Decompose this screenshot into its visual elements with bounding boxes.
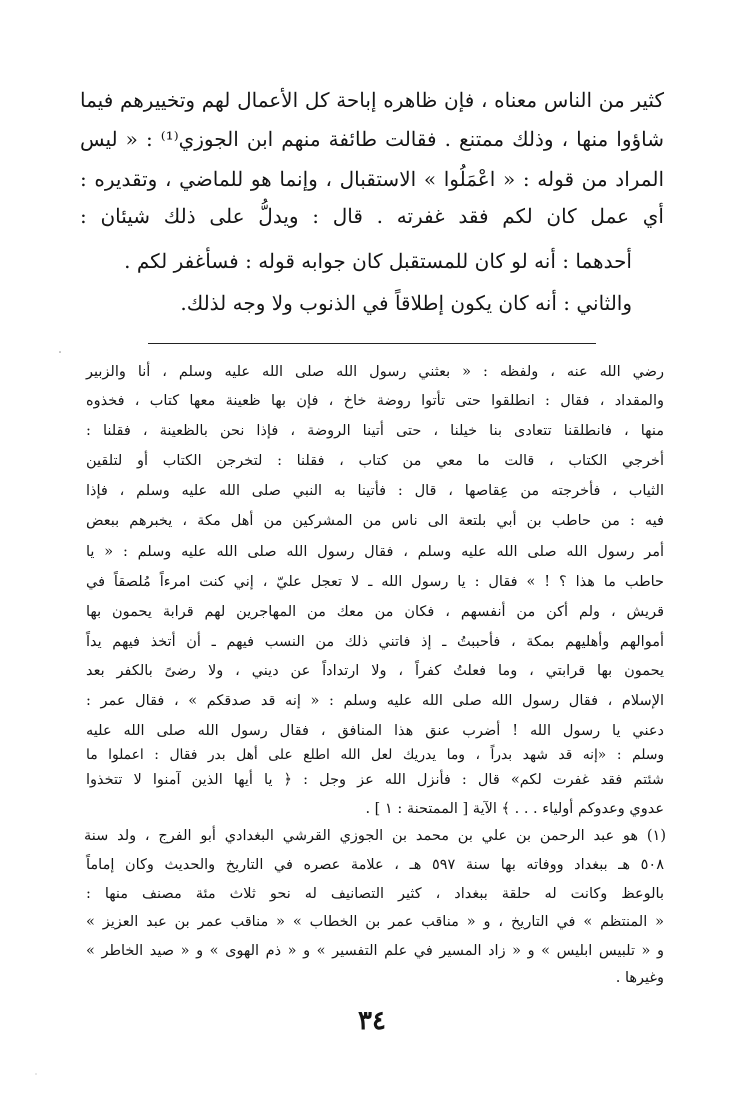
footnote-continued-line-14: وسلم : «إنه قد شهد بدراً ، وما يدريك لعل الله اطلع على أهل بدر فقال : اعملوا ما <box>86 747 664 763</box>
footnote-continued-line-13: دعني يا رسول الله ! أضرب عنق هذا المنافق ، فقال رسول الله صلى الله عليه <box>86 723 664 739</box>
footnote-1-line-3: بالوعظ وكانت له حلقة ببغداد ، كثير التصانيف له نحو ثلاث مئة مصنف منها : <box>86 886 664 902</box>
main-text-line-1: كثير من الناس معناه ، فإن ظاهره إباحة كل الأعمال لهم وتخييرهم فيما <box>80 88 664 112</box>
footnote-continued-line-11: يحمون بها قرابتي ، وما فعلتُ كفراً ، ولا ارتداداً عن ديني ، ولا رضىً بالكفر بعد <box>86 663 664 679</box>
footnote-continued-line-8: حاطب ما هذا ؟ ! » فقال : يا رسول الله ـ لا تعجل عليّ ، إني كنت امرءاً مُلصقاً في <box>86 574 664 590</box>
footnote-continued-line-3: منها ، فانطلقنا تتعادى بنا خيلنا ، حتى أتينا الروضة ، فإذا نحن بالظعينة ، فقلنا : <box>86 423 664 439</box>
main-text-line-4: أي عمل كان لكم فقد غفرته . قال : ويدلُّ على ذلك شيئان : <box>80 204 664 228</box>
main-text-line-5: أحدهما : أنه لو كان للمستقبل كان جوابه قوله : فسأغفر لكم . <box>124 249 632 273</box>
footnote-continued-line-7: أمر رسول الله صلى الله عليه وسلم ، فقال رسول الله صلى الله عليه وسلم : « يا <box>86 544 664 560</box>
footnote-continued-line-2: والمقداد ، فقال : انطلقوا حتى تأتوا روضة خاخ ، فإن بها ظعينة معها كتاب ، فخذوه <box>86 393 664 409</box>
footnote-continued-line-15: شئتم فقد غفرت لكم» قال : فأنزل الله عز وجل : ﴿ يا أيها الذين آمنوا لا تتخذوا <box>86 772 664 788</box>
page-number: ٣٤ <box>358 1006 386 1036</box>
footnote-continued-line-1: رضي الله عنه ، ولفظه : « بعثني رسول الله صلى الله عليه وسلم ، أنا والزبير <box>86 364 664 380</box>
footnote-1-line-4: « المنتظم » في التاريخ ، و « مناقب عمر بن الخطاب » « مناقب عمر بن عبد العزيز » <box>86 914 664 930</box>
scan-speck-1 <box>59 351 61 353</box>
main-text-line-2: شاؤوا منها ، وذلك ممتنع . فقالت طائفة منهم ابن الجوزي⁽¹⁾ : « ليس <box>80 127 664 151</box>
main-text-line-6: والثاني : أنه كان يكون إطلاقاً في الذنوب ولا وجه لذلك. <box>180 291 632 315</box>
footnote-1-line-2: ٥٠٨ هـ ببغداد ووفاته بها سنة ٥٩٧ هـ ، علامة عصره في التاريخ والحديث وكان إماماً <box>86 857 664 873</box>
footnote-continued-line-4: أخرجي الكتاب ، قالت ما معي من كتاب ، فقلنا : لتخرجن الكتاب أو لتلقين <box>86 453 664 469</box>
footnote-continued-line-16: عدوي وعدوكم أولياء . . . ﴾ الآية [ الممتحنة : ١ ] . <box>365 801 664 817</box>
footnote-continued-line-10: أموالهم وأهليهم بمكة ، فأحببتُ ـ إذ فاتني ذلك من النسب فيهم ـ أن أتخذ فيهم يداً <box>86 634 664 650</box>
footnote-1-line-1: (١) هو عبد الرحمن بن علي بن محمد بن الجوزي القرشي البغدادي أبو الفرج ، ولد سنة <box>84 828 666 844</box>
scan-speck-2 <box>35 1073 36 1074</box>
footnote-1-line-6: وغيرها . <box>615 970 664 986</box>
footnote-continued-line-9: قريش ، ولم أكن من أنفسهم ، فكان من معك من المهاجرين لهم قرابة يحمون بها <box>86 604 664 620</box>
footnote-continued-line-12: الإسلام ، فقال رسول الله صلى الله عليه وسلم : « إنه قد صدقكم » ، فقال عمر : <box>86 693 664 709</box>
footnote-1-line-5: و « تلبيس ابليس » و « زاد المسير في علم التفسير » و « ذم الهوى » و « صيد الخاطر » <box>86 943 664 959</box>
footnote-continued-line-6: فيه : من حاطب بن أبي بلتعة الى ناس من المشركين من أهل مكة ، يخبرهم ببعض <box>86 513 664 529</box>
main-text-line-3: المراد من قوله : « اعْمَلُوا » الاستقبال ، وإنما هو للماضي ، وتقديره : <box>80 167 664 191</box>
footnote-continued-line-5: الثياب ، فأخرجته من عِقاصها ، قال : فأتينا به النبي صلى الله عليه وسلم ، فإذا <box>86 483 664 499</box>
